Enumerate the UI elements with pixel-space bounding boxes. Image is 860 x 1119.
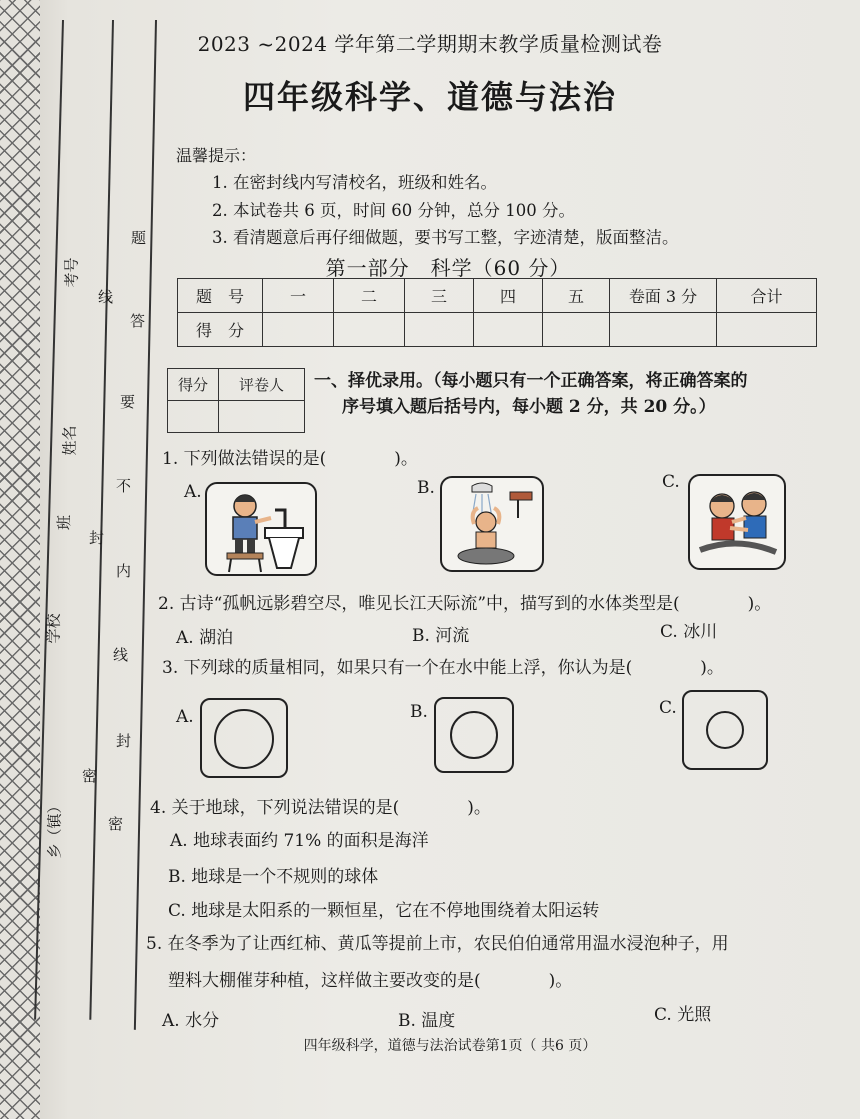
seal-char: 答 bbox=[130, 312, 146, 330]
score-header: 一 bbox=[263, 279, 334, 313]
option-label: B. bbox=[417, 478, 435, 498]
score-header: 五 bbox=[543, 279, 610, 313]
option-c: C. 地球是太阳系的一颗恒星，它在不停地围绕着太阳运转 bbox=[168, 901, 600, 921]
section-title-line: 序号填入题后括号内，每小题 2 分，共 20 分。） bbox=[342, 397, 716, 417]
seal-char: 内 bbox=[116, 562, 132, 580]
score-header: 题 号 bbox=[178, 279, 263, 313]
field-xingming: 姓名 bbox=[60, 425, 79, 456]
question-1: 1. 下列做法错误的是( )。 bbox=[162, 449, 418, 469]
seal-char: 题 bbox=[131, 229, 147, 247]
option-river: B. 河流 bbox=[412, 626, 470, 646]
score-cell[interactable] bbox=[474, 313, 543, 347]
ball-box-small bbox=[682, 690, 768, 770]
ball-medium bbox=[450, 711, 498, 759]
field-xuexiao: 学校 bbox=[44, 613, 63, 644]
seal-char: 线 bbox=[113, 646, 129, 664]
grader-table bbox=[167, 368, 305, 433]
option-b: B. 地球是一个不规则的球体 bbox=[168, 867, 379, 887]
score-header: 二 bbox=[334, 279, 405, 313]
tip-item: 2. 本试卷共 6 页，时间 60 分钟，总分 100 分。 bbox=[212, 201, 575, 220]
seal-char: 封 bbox=[116, 732, 132, 750]
score-row-label: 得 分 bbox=[178, 313, 263, 347]
option-label: C. bbox=[662, 472, 680, 492]
part-title: 第一部分 科学（60 分） bbox=[325, 256, 571, 280]
grader-name-cell[interactable] bbox=[219, 401, 305, 433]
field-xiangzhen: 乡（镇） bbox=[45, 798, 64, 859]
grader-label: 评卷人 bbox=[219, 369, 305, 401]
score-header: 合计 bbox=[717, 279, 817, 313]
binding-line-inner bbox=[89, 20, 113, 1020]
option-water: A. 水分 bbox=[162, 1011, 220, 1031]
option-light: C. 光照 bbox=[654, 1005, 712, 1025]
score-table bbox=[177, 278, 817, 347]
field-kaohao: 考号 bbox=[62, 257, 81, 288]
ball-small bbox=[706, 711, 744, 749]
page-footer: 四年级科学，道德与法治试卷第1页（ 共6 页） bbox=[303, 1038, 597, 1054]
tips-heading: 温馨提示： bbox=[176, 146, 257, 165]
score-header: 三 bbox=[405, 279, 474, 313]
question-3: 3. 下列球的质量相同，如果只有一个在水中能上浮，你认为是( )。 bbox=[162, 658, 724, 678]
score-header: 四 bbox=[474, 279, 543, 313]
score-cell[interactable] bbox=[543, 313, 610, 347]
ball-box-large bbox=[200, 698, 288, 778]
option-temperature: B. 温度 bbox=[398, 1011, 456, 1031]
picture-child-showering bbox=[440, 476, 544, 572]
option-label: A. bbox=[176, 707, 194, 727]
seal-char: 要 bbox=[120, 393, 136, 411]
subject-title: 四年级科学、道德与法治 bbox=[242, 78, 617, 116]
section-title-line: 一、择优录用。（每小题只有一个正确答案，将正确答案的 bbox=[314, 371, 748, 391]
seal-char: 线 bbox=[98, 288, 114, 306]
seal-char: 封 bbox=[89, 529, 105, 547]
seal-char: 密 bbox=[82, 767, 98, 785]
option-label: C. bbox=[659, 698, 677, 718]
score-cell[interactable] bbox=[610, 313, 717, 347]
section-title bbox=[314, 368, 834, 420]
question-5-line2: 塑料大棚催芽种植，这样做主要改变的是( )。 bbox=[168, 971, 573, 991]
decorative-border-pattern bbox=[0, 0, 40, 1119]
grader-score-label: 得分 bbox=[168, 369, 219, 401]
question-5-line1: 5. 在冬季为了让西红柿、黄瓜等提前上市，农民伯伯通常用温水浸泡种子，用 bbox=[146, 934, 729, 954]
option-a: A. 地球表面约 71% 的面积是海洋 bbox=[170, 831, 429, 851]
field-ban: 班 bbox=[55, 514, 74, 531]
score-cell[interactable] bbox=[717, 313, 817, 347]
score-cell[interactable] bbox=[263, 313, 334, 347]
option-lake: A. 湖泊 bbox=[176, 628, 234, 648]
picture-child-washing bbox=[205, 482, 317, 576]
ball-box-medium bbox=[434, 697, 514, 773]
question-2: 2. 古诗“孤帆远影碧空尽，唯见长江天际流”中，描写到的水体类型是( )。 bbox=[158, 594, 772, 614]
picture-children-fighting bbox=[688, 474, 786, 570]
question-4: 4. 关于地球，下列说法错误的是( )。 bbox=[150, 798, 491, 818]
grader-score-cell[interactable] bbox=[168, 401, 219, 433]
score-cell[interactable] bbox=[334, 313, 405, 347]
tip-item: 1. 在密封线内写清校名，班级和姓名。 bbox=[212, 173, 497, 192]
option-label: A. bbox=[184, 482, 202, 502]
exam-title: 2023 ~2024 学年第二学期期末教学质量检测试卷 bbox=[197, 32, 663, 56]
seal-char: 不 bbox=[116, 477, 132, 495]
tip-item: 3. 看清题意后再仔细做题，要书写工整，字迹清楚，版面整洁。 bbox=[212, 228, 679, 247]
ball-large bbox=[214, 709, 274, 769]
score-header: 卷面 3 分 bbox=[610, 279, 717, 313]
score-cell[interactable] bbox=[405, 313, 474, 347]
seal-char: 密 bbox=[108, 815, 124, 833]
binding-line-seal bbox=[134, 20, 157, 1030]
option-glacier: C. 冰川 bbox=[660, 622, 718, 642]
option-label: B. bbox=[410, 702, 428, 722]
